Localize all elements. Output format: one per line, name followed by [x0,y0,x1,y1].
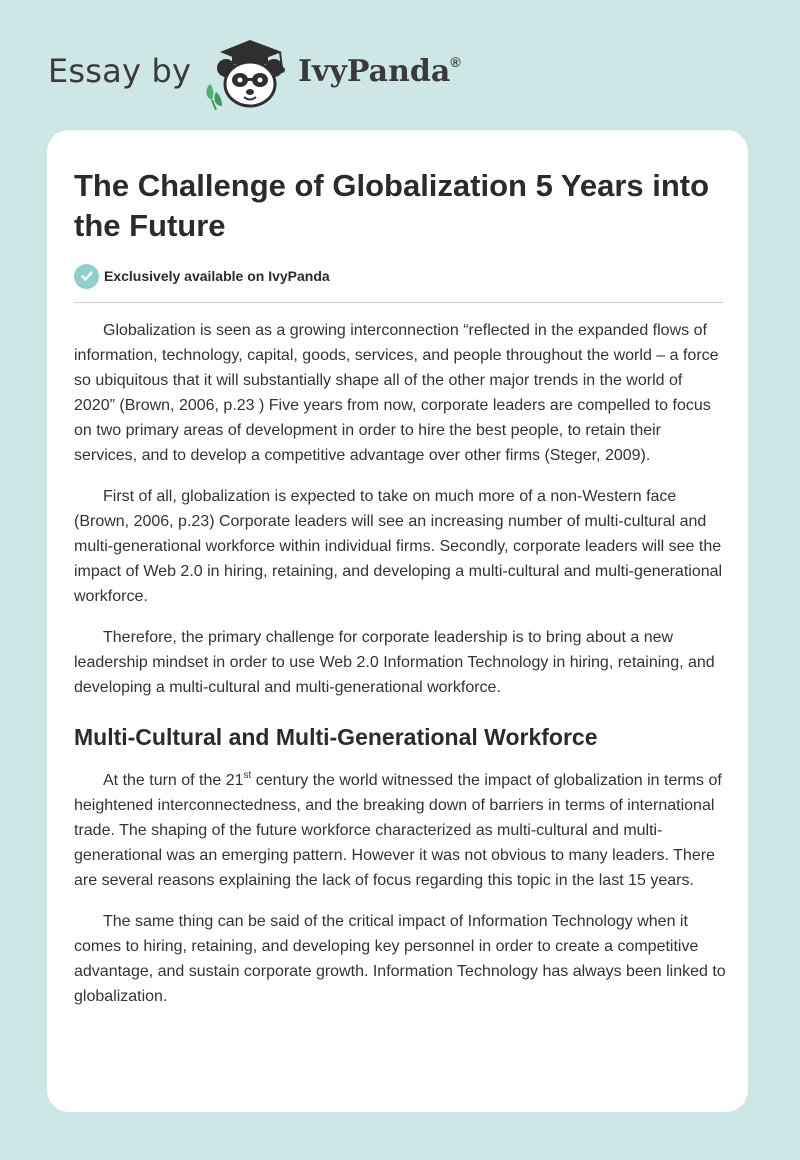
site-header [48,34,748,114]
paragraph-text: At the turn of the 21 [103,772,244,789]
check-icon [74,264,99,289]
paragraph [74,768,726,893]
page-title: The Challenge of Globalization 5 Years into the Future [74,168,710,243]
article-body [74,318,726,1025]
paragraph: The same thing can be said of the critical impact of Information Technology when it comes to hiring, retaining, and developing key personnel in order to create a competitive advantage, and sustain corporate growth. Information Technology has always been linked to globalization. [74,913,726,1005]
exclusive-badge [74,263,330,289]
paragraph-text: century the world witnessed the impact of globalization in terms of heightened interconnectedness, and the breaking down of barriers in terms of international trade. The shaping of the future workforce characterized as multi-cultural and multi-generational was an emerging pattern. However it was not obvious to many leaders. There are several reasons explaining the lack of focus regarding this topic in the last 15 years. [74,772,722,889]
exclusive-label: Exclusively available on IvyPanda [104,268,330,284]
paragraph: Therefore, the primary challenge for corporate leadership is to bring about a new leadership mindset in order to use Web 2.0 Information Technology in hiring, retaining, and developing a multi-cultural and multi-generational workforce. [74,629,715,696]
brand-name[interactable] [298,54,461,89]
paragraph: Globalization is seen as a growing interconnection “reflected in the expanded flows of information, technology, capital, goods, services, and people throughout the world – a force so ubiquitous that it will substantially shape all of the other major trends in the world of 2020” (Brown, 2006, p.23 ) Five years from now, corporate leaders are compelled to focus on two primary areas of development in order to hire the best people, to retain their services, and to develop a competitive advantage over other firms (Steger, 2009). [74,322,719,464]
panda-graduate-icon[interactable] [202,34,294,110]
registered-mark: ® [450,54,461,70]
section-heading: Multi-Cultural and Multi-Generational Workforce [74,724,598,750]
brand-text: IvyPanda [298,54,451,89]
ordinal-suffix: st [243,770,252,781]
paragraph: First of all, globalization is expected to take on much more of a non-Western face (Brown, 2006, p.23) Corporate leaders will see an increasing number of multi-cultural and multi-generational workforce within individual firms. Secondly, corporate leaders will see the impact of Web 2.0 in hiring, retaining, and developing a multi-cultural and multi-generational workforce. [74,488,723,605]
divider [74,302,723,303]
essay-by-label: Essay by [48,52,192,90]
article-card [47,130,748,1112]
